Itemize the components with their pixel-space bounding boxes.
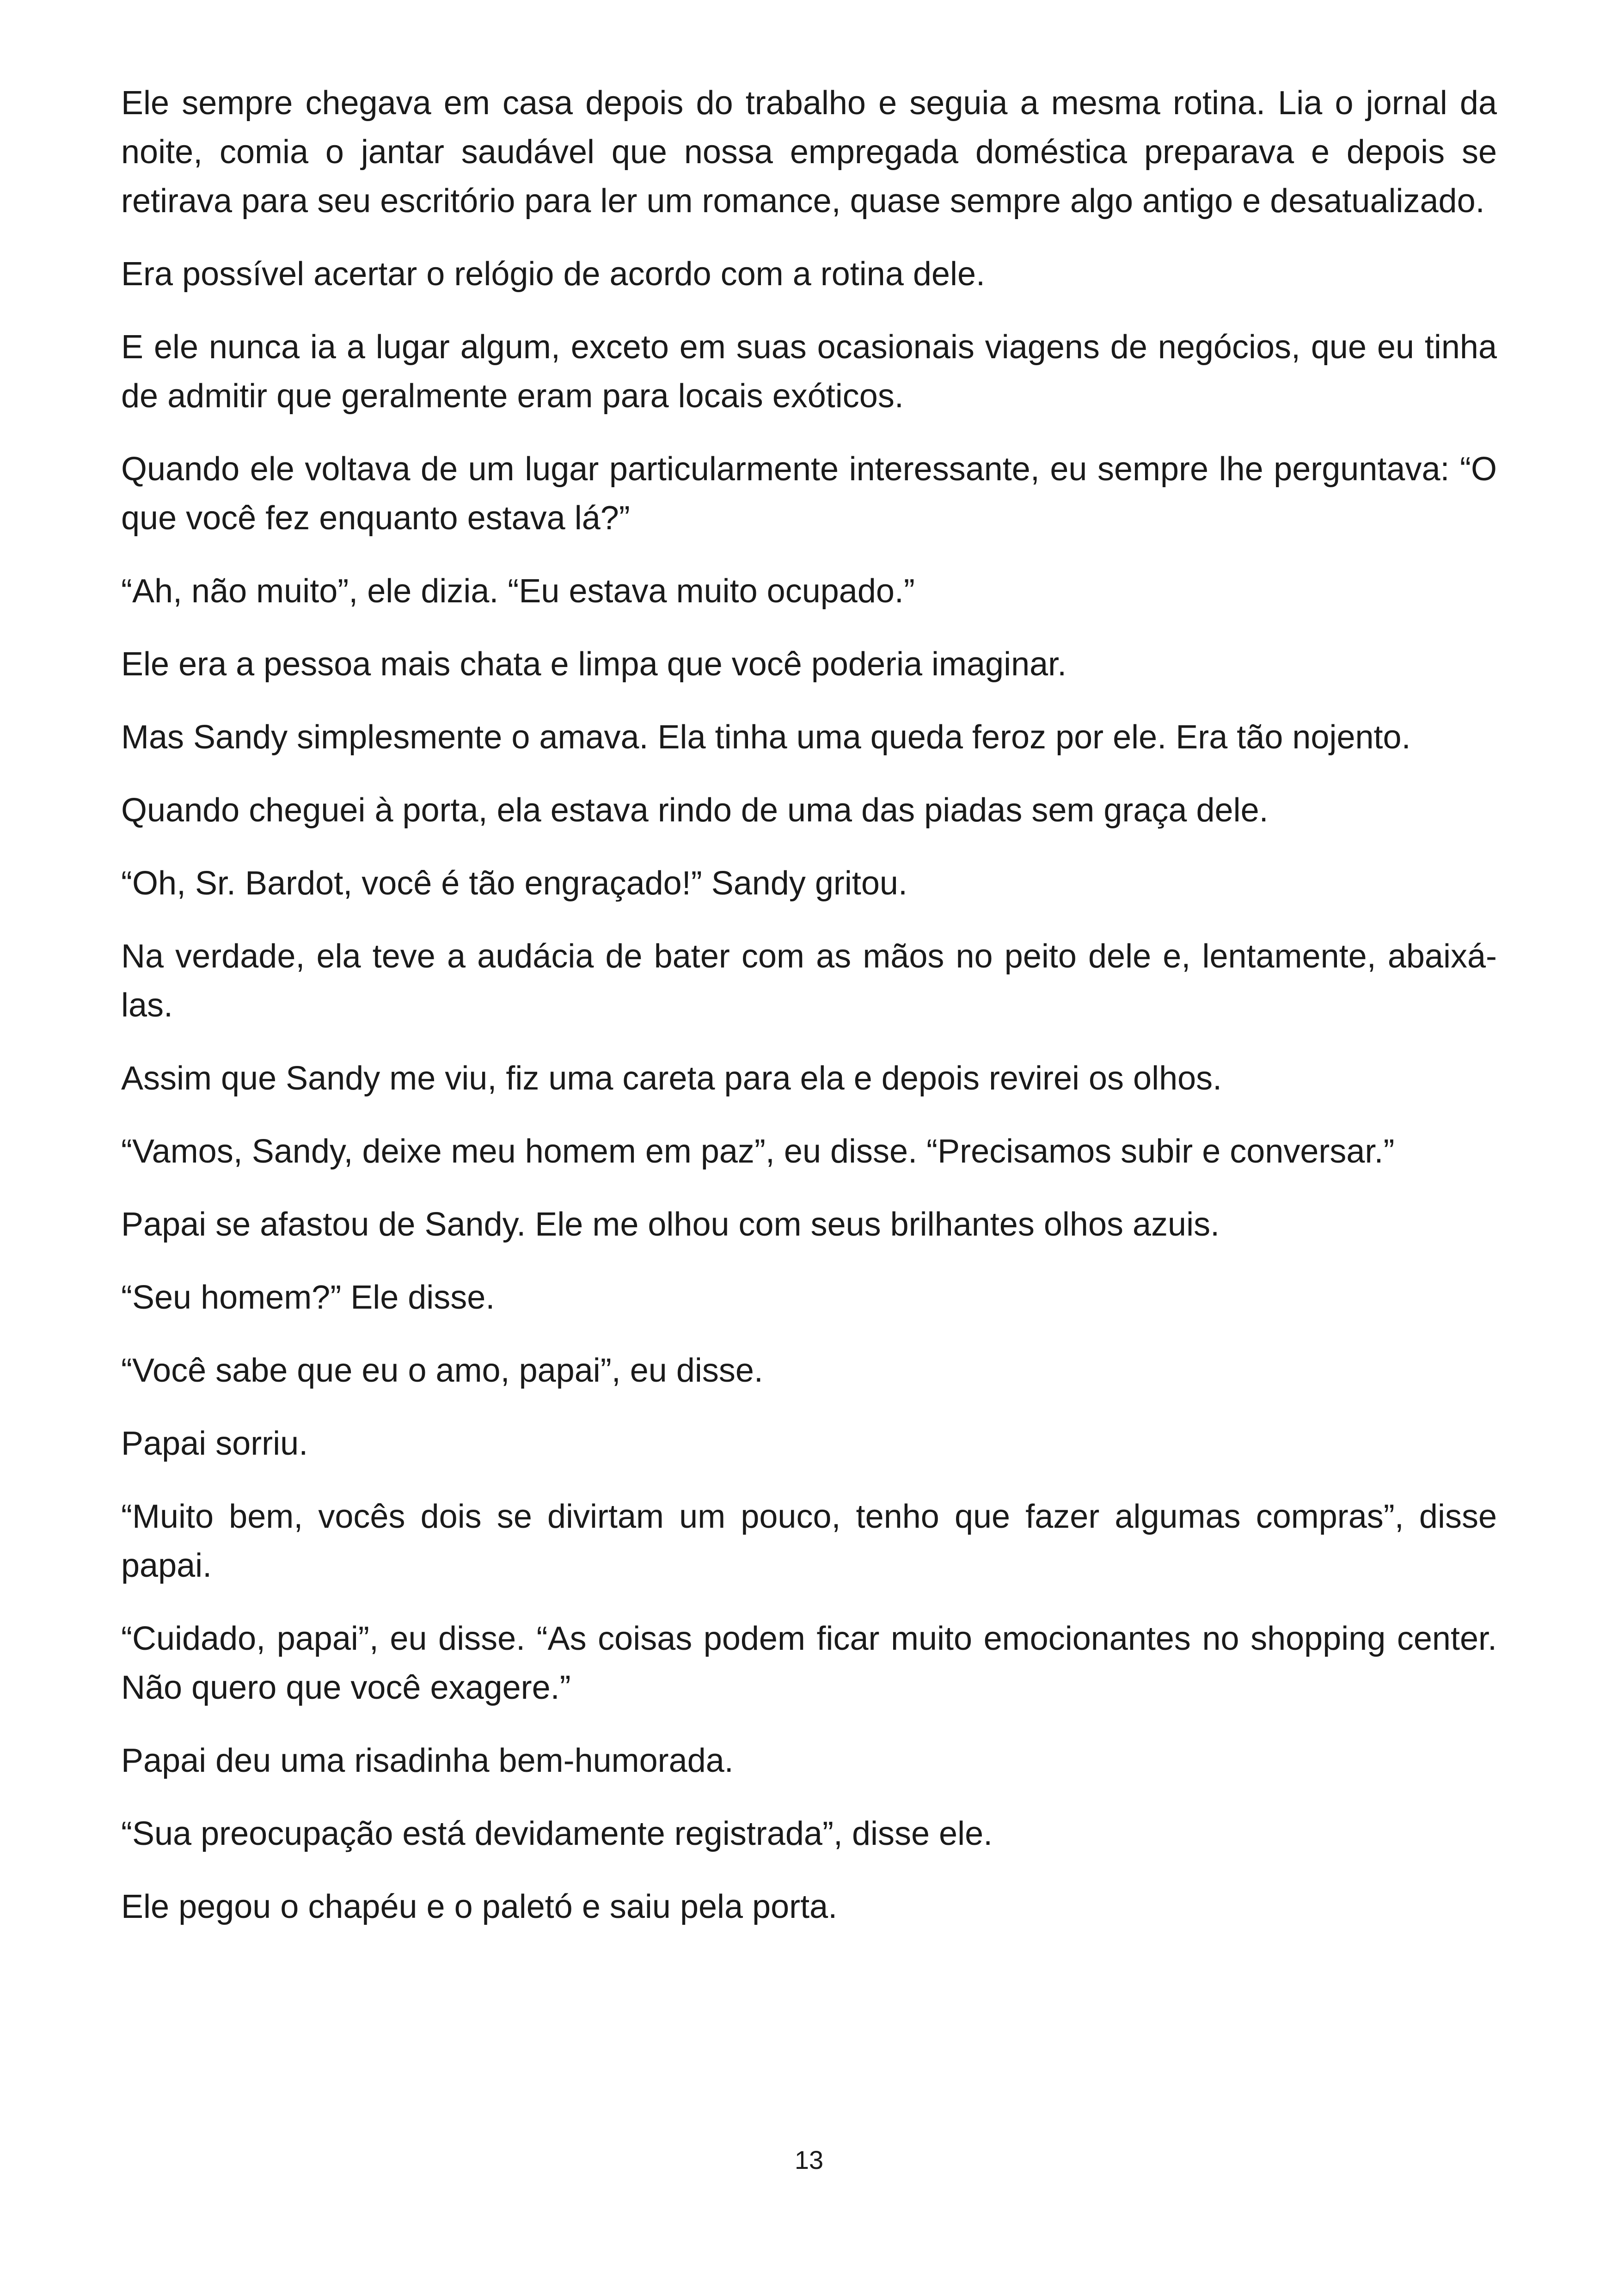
paragraph: E ele nunca ia a lugar algum, exceto em suas ocasionais viagens de negócios, que eu tinha de admitir que geralmente eram para locais exóticos. [121, 329, 1497, 415]
page-number: 13 [794, 2145, 824, 2174]
paragraph: Assim que Sandy me viu, fiz uma careta para ela e depois revirei os olhos. [121, 1060, 1222, 1097]
paragraph: “Seu homem?” Ele disse. [121, 1279, 495, 1316]
paragraph: “Você sabe que eu o amo, papai”, eu disse. [121, 1352, 763, 1389]
paragraph: Era possível acertar o relógio de acordo com a rotina dele. [121, 256, 986, 293]
paragraph: “Sua preocupação está devidamente registrada”, disse ele. [121, 1815, 993, 1852]
paragraph: “Ah, não muito”, ele dizia. “Eu estava muito ocupado.” [121, 573, 915, 610]
paragraph: “Muito bem, vocês dois se divirtam um pouco, tenho que fazer algumas compras”, disse papai. [121, 1498, 1497, 1584]
paragraph: Ele sempre chegava em casa depois do trabalho e seguia a mesma rotina. Lia o jornal da noite, comia o jantar saudável que nossa empregada doméstica preparava e depois se retirava para seu escritório para ler um romance, quase sempre algo antigo e desatualizado. [121, 85, 1497, 220]
paragraph: “Vamos, Sandy, deixe meu homem em paz”, eu disse. “Precisamos subir e conversar.” [121, 1133, 1395, 1170]
paragraph: “Cuidado, papai”, eu disse. “As coisas podem ficar muito emocionantes no shopping center. Não quero que você exagere.” [121, 1620, 1497, 1706]
paragraph: Ele era a pessoa mais chata e limpa que você poderia imaginar. [121, 646, 1067, 683]
paragraph: Quando ele voltava de um lugar particularmente interessante, eu sempre lhe perguntava: “O que você fez enquanto estava lá?” [121, 451, 1497, 537]
paragraph: Quando cheguei à porta, ela estava rindo de uma das piadas sem graça dele. [121, 792, 1269, 829]
paragraph: Mas Sandy simplesmente o amava. Ela tinha uma queda feroz por ele. Era tão nojento. [121, 719, 1411, 756]
paragraph: Papai sorriu. [121, 1425, 308, 1462]
paragraph: Na verdade, ela teve a audácia de bater com as mãos no peito dele e, lentamente, abaixá-las. [121, 938, 1497, 1024]
body-text [121, 79, 1497, 1955]
paragraph: Papai deu uma risadinha bem-humorada. [121, 1742, 734, 1779]
paragraph: “Oh, Sr. Bardot, você é tão engraçado!” Sandy gritou. [121, 865, 907, 902]
paragraph: Ele pegou o chapéu e o paletó e saiu pela porta. [121, 1888, 838, 1925]
paragraph: Papai se afastou de Sandy. Ele me olhou com seus brilhantes olhos azuis. [121, 1206, 1220, 1243]
